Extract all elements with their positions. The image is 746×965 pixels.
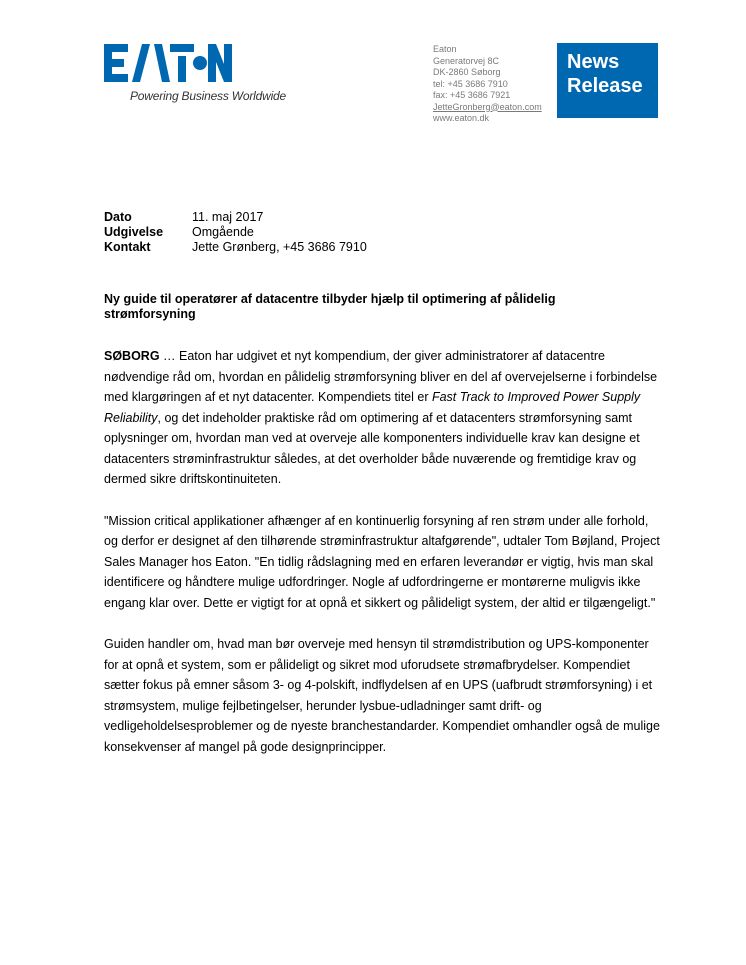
address-company: Eaton (433, 44, 457, 54)
meta-label: Dato (104, 210, 132, 224)
paragraph-text: , og det indeholder praktiske råd om optimering af et datacenters strømforsyning samt oplysninger om, hvordan man ved at overveje alle komponenters individuelle krav kan designe et datacenters strøminfrastruktur således, at det overholder både nuværende og fremtidige krav og dermed sikre driftskontinuiteten. (104, 410, 640, 486)
meta-value: Jette Grønberg, +45 3686 7910 (192, 240, 367, 254)
contact-address (433, 44, 542, 125)
meta-label: Udgivelse (104, 225, 164, 239)
eaton-logo-mark (104, 44, 232, 84)
dateline: SØBORG (104, 349, 160, 363)
address-tel: tel: +45 3686 7910 (433, 78, 508, 89)
press-release-body (104, 346, 664, 778)
address-street: Generatorvej 8C (433, 55, 500, 66)
guide-title: Fast Track to Improved Power Supply Reliability (104, 390, 641, 425)
address-city: DK-2860 Søborg (433, 67, 501, 77)
meta-label: Kontakt (104, 240, 151, 254)
paragraph-text: … Eaton har udgivet et nyt kompendium, der giver administratorer af datacentre nødvendige råd om, hvordan en pålidelig strømforsyning bliver en del af overvejelserne i forbindelse med klargøringen af et nyt datacenter. Kompendiets titel er (104, 349, 658, 404)
body-paragraph-1 (104, 346, 664, 490)
meta-row-contact (104, 240, 367, 255)
press-release-headline: Ny guide til operatører af datacentre tilbyder hjælp til optimering af pålidelig strømforsyning (104, 292, 556, 321)
address-web: www.eaton.dk (433, 113, 490, 123)
eaton-logo (104, 44, 304, 103)
news-release-badge (557, 43, 658, 118)
meta-value: Omgående (192, 225, 254, 239)
meta-row-release (104, 225, 367, 240)
meta-value: 11. maj 2017 (192, 210, 264, 224)
badge-line-1: News (567, 51, 620, 73)
meta-row-date (104, 210, 367, 225)
body-paragraph-2: "Mission critical applikationer afhænger af en kontinuerlig forsyning af ren strøm under alle forhold, og derfor er designet af den tilhørende strøminfrastruktur altafgørende", udtaler Tom Bøjland, Project Sales Manager hos Eaton. "En tidlig rådslagning med en erfaren leverandør er vigtig, hvis man skal identificere og håndtere mulige udfordringer. Nogle af udfordringerne er montørerne muligvis ikke engang klar over. Dette er vigtigt for at opnå et sikkert og pålideligt system, der altid er tilgængeligt." (104, 513, 660, 610)
release-meta (104, 210, 367, 255)
address-email-link[interactable]: JetteGronberg@eaton.com (433, 101, 542, 112)
badge-line-2: Release (567, 75, 643, 97)
address-fax: fax: +45 3686 7921 (433, 90, 511, 100)
brand-tagline: Powering Business Worldwide (130, 89, 287, 103)
body-paragraph-3: Guiden handler om, hvad man bør overveje med hensyn til strømdistribution og UPS-komponenter for at opnå et system, som er pålideligt og sikret mod uforudsete strømafbrydelser. Kompendiet sætter fokus på emner såsom 3- og 4-polskift, indflydelsen af en UPS (uafbrudt strømforsyning) i et strømsystem, mulige fejlbetingelser, herunder lysbue-udladninger samt drift- og vedligeholdelsesproblemer og de nyeste branchestandarder. Kompendiet omhandler også de mulige konsekvenser af mangel på gode designprincipper. (104, 637, 660, 754)
